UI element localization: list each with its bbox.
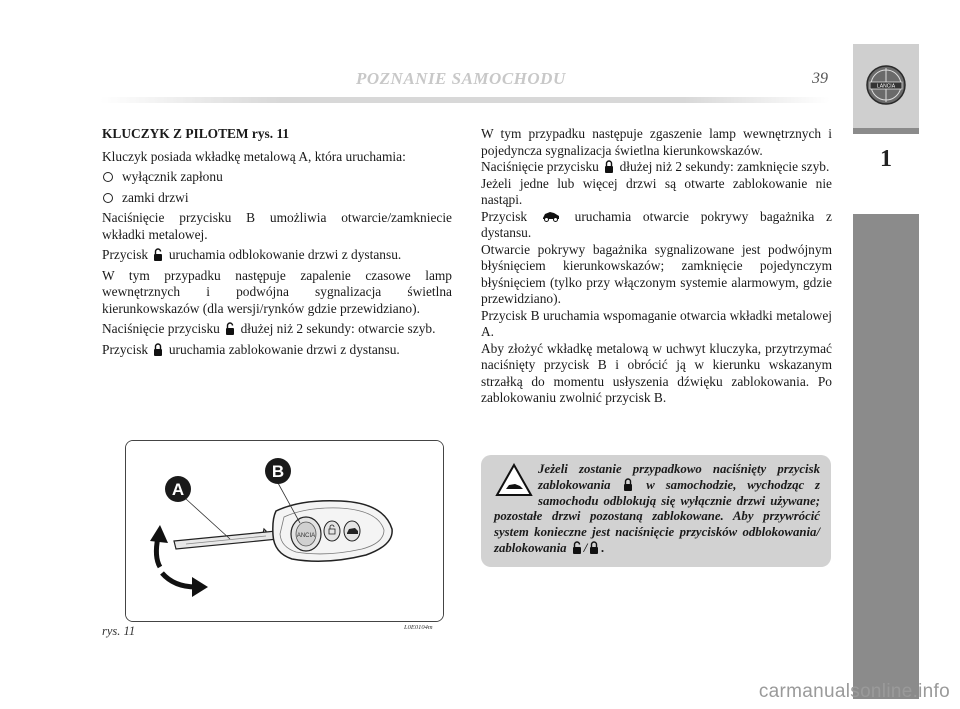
paragraph: Otwarcie pokrywy bagażnika sygnalizowane jest podwójnym błyśnięciem kierunkowskazów; zamknięcie pojedynczym błyśnięciem (tylko przy włączonym systemie alarmowym, gdzie przewidziano). — [481, 241, 832, 306]
header-rule — [100, 97, 830, 103]
bullet-text: wyłącznik zapłonu — [122, 169, 223, 184]
paragraph: Przycisk uruchamia zablokowanie drzwi z dystansu. — [102, 341, 400, 357]
svg-text:LANCIA: LANCIA — [876, 83, 896, 90]
label-a: A — [171, 480, 185, 499]
paragraph: Przycisk uruchamia odblokowanie drzwi z dystansu. — [102, 247, 402, 262]
paragraph: Naciśnięcie przycisku B umożliwia otwarcie/zamkniecie wkładki metalowej. — [102, 210, 452, 242]
paragraph: Przycisk B uruchamia wspomaganie otwarcia wkładki metalowej A. — [481, 307, 832, 339]
paragraph: Przycisk uruchamia otwarcie pokrywy bagażnika z dystansu. — [481, 208, 832, 240]
lock-icon — [153, 343, 163, 356]
chapter-number-box — [853, 132, 919, 216]
logo-box — [853, 44, 919, 128]
bullet-circle-icon — [103, 172, 113, 182]
figure-code: L0E0104m — [404, 624, 433, 631]
chapter-side-tab — [853, 44, 919, 699]
paragraph: Kluczyk posiada wkładkę metalową A, która uruchamia: — [102, 148, 406, 164]
key-illustration — [126, 441, 443, 621]
left-column — [102, 126, 452, 362]
lock-icon — [604, 160, 614, 173]
paragraph: Naciśnięcie przycisku dłużej niż 2 sekundy: otwarcie szyb. — [102, 321, 436, 336]
paragraph: Aby złożyć wkładkę metalową w uchwyt kluczyka, przytrzymać naciśnięty przycisk B i obrócić ją w kierunku wskazanym strzałką do momentu usłyszenia dźwięku zablokowania. Po zablokowaniu zwolnić przycisk B. — [481, 340, 832, 405]
svg-text:ANCIA: ANCIA — [296, 533, 316, 539]
lancia-logo-icon — [865, 64, 907, 106]
bullet-item — [102, 190, 452, 207]
bullet-item — [102, 169, 452, 186]
warning-text: Jeżeli zostanie przypadkowo naciśnięty przycisk zablokowania w samochodzie, wychodząc z samochodu odblokują się wyłącznie drzwi używane; pozostałe drzwi pozostaną zablokowane. Aby przywrócić system konieczne jest naciśnięcie przycisków odblokowania/ zablokowania / . — [494, 462, 821, 555]
warning-note — [481, 455, 831, 567]
unlock-icon — [153, 248, 163, 261]
label-b: B — [271, 462, 285, 481]
bullet-circle-icon — [103, 193, 113, 203]
unlock-icon — [225, 322, 235, 335]
chapter-number: 1 — [880, 146, 892, 172]
key-section-heading: KLUCZYK Z PILOTEM rys. 11 — [102, 126, 290, 141]
paragraph: Naciśnięcie przycisku dłużej niż 2 sekundy: zamknięcie szyb. — [481, 159, 830, 174]
bullet-text: zamki drzwi — [122, 189, 189, 205]
paragraph: W tym przypadku następuje zapalenie czasowe lamp wewnętrznych i podwójna sygnalizacja świetlna kierunkowskazów (dla wersji/rynków gdzie przewidziano). — [102, 267, 452, 316]
right-column — [481, 126, 832, 407]
watermark: carmanualsonline.info — [758, 681, 950, 702]
figure-caption: rys. 11 — [102, 624, 136, 638]
key-figure — [125, 440, 444, 622]
page-number: 39 — [812, 70, 828, 87]
paragraph: W tym przypadku następuje zgaszenie lamp wewnętrznych i pojedyncza sygnalizacja świetlna kierunkowskazów. — [481, 126, 832, 158]
section-title: POZNANIE SAMOCHODU — [356, 69, 566, 88]
paragraph: Jeżeli jedne lub więcej drzwi są otwarte zablokowanie nie nastąpi. — [481, 175, 832, 207]
lock-icon — [623, 478, 633, 491]
car-trunk-icon — [542, 211, 560, 222]
lock-icon — [589, 541, 599, 554]
unlock-icon — [572, 541, 582, 554]
